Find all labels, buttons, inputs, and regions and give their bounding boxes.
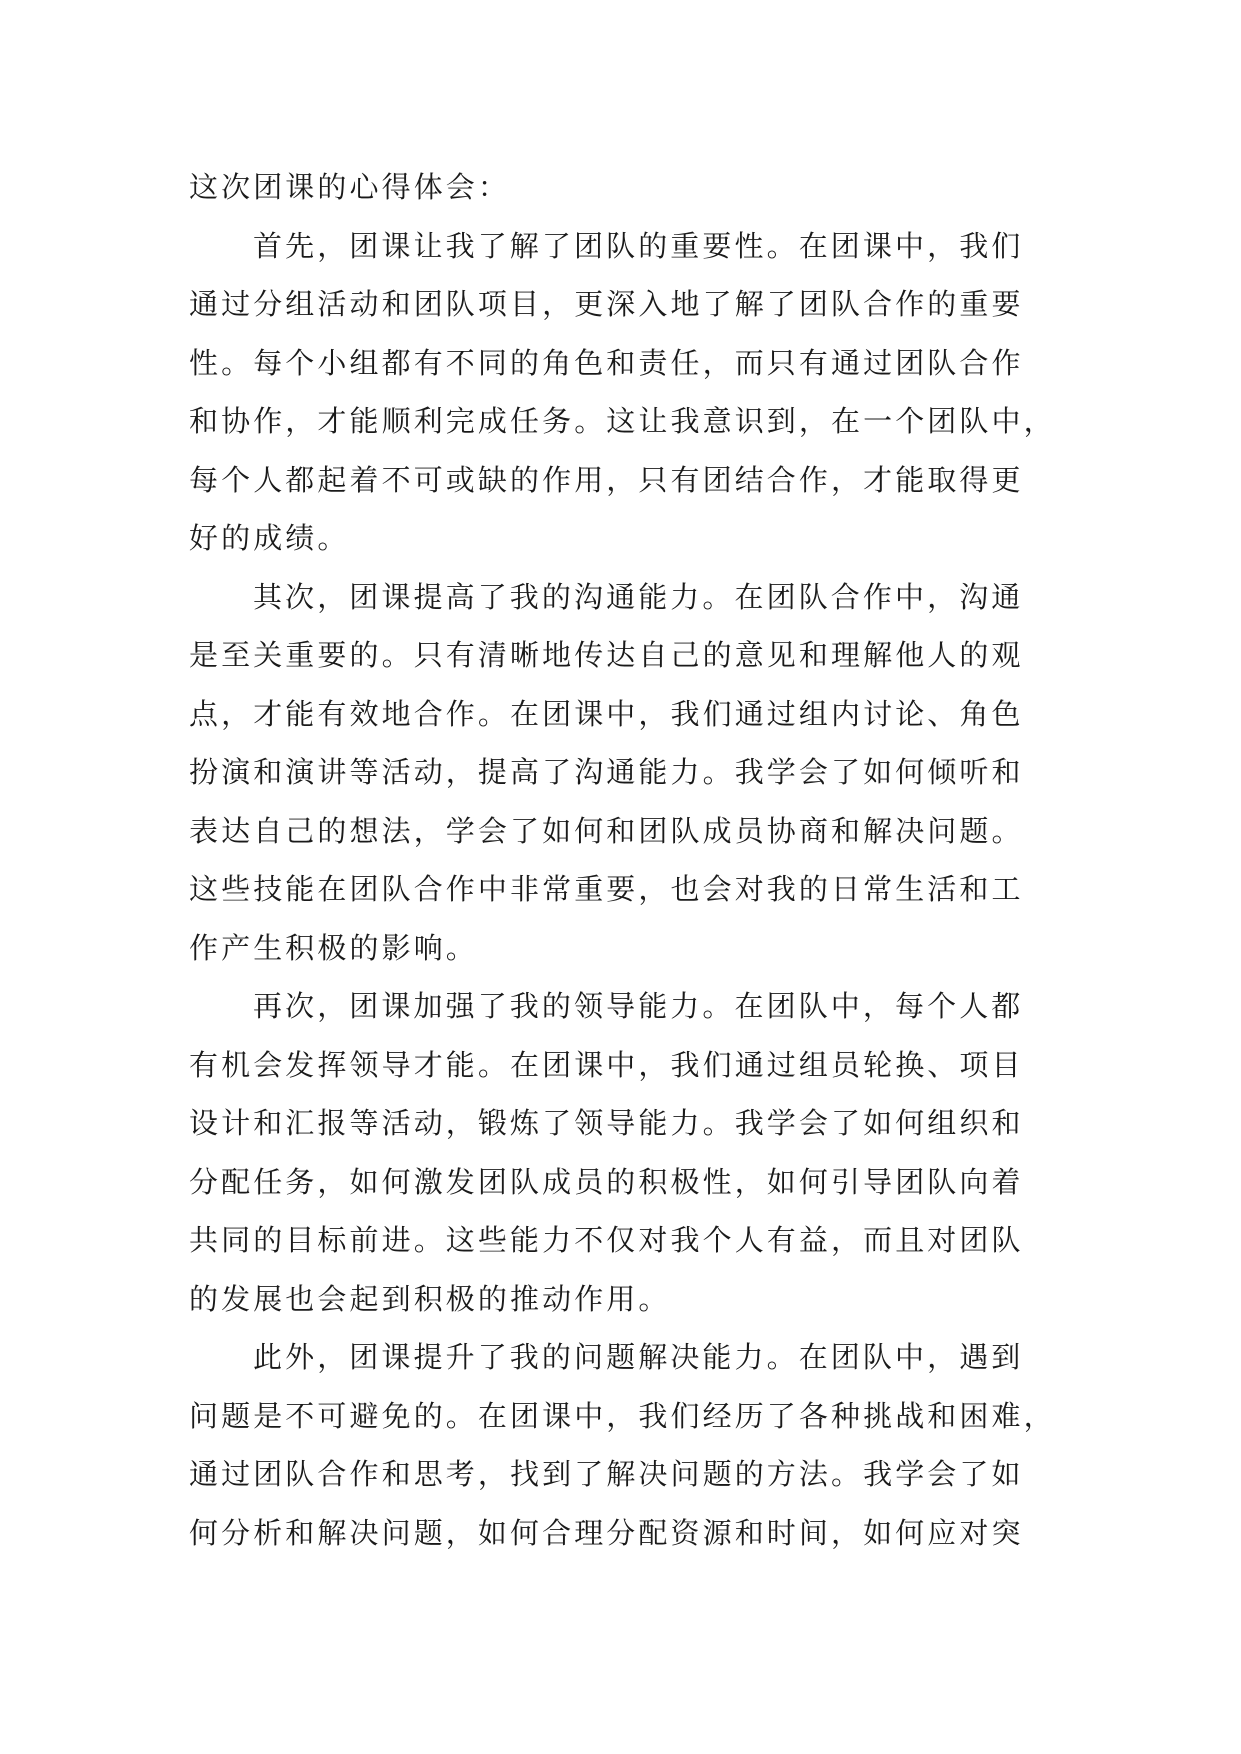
paragraph-line: 好的成绩。	[189, 521, 350, 555]
paragraph-line: 扮演和演讲等活动，提高了沟通能力。我学会了如何倾听和	[189, 755, 1024, 789]
paragraph-line: 此外，团课提升了我的问题解决能力。在团队中，遇到	[253, 1340, 1024, 1374]
paragraph-line: 表达自己的想法，学会了如何和团队成员协商和解决问题。	[189, 813, 1024, 848]
paragraph-line: 和协作，才能顺利完成任务。这让我意识到，在一个团队中，	[189, 404, 1056, 438]
paragraph-4	[189, 1328, 1059, 1562]
intro-line: 这次团课的心得体会：	[189, 170, 511, 204]
paragraph-line: 这些技能在团队合作中非常重要，也会对我的日常生活和工	[189, 872, 1024, 906]
paragraph-line: 何分析和解决问题，如何合理分配资源和时间，如何应对突	[189, 1515, 1024, 1550]
paragraph-line: 性。每个小组都有不同的角色和责任，而只有通过团队合作	[189, 345, 1024, 380]
paragraph-line: 是至关重要的。只有清晰地传达自己的意见和理解他人的观	[189, 638, 1024, 672]
document-body	[189, 158, 1059, 1562]
paragraph-line: 有机会发挥领导才能。在团课中，我们通过组员轮换、项目	[189, 1047, 1024, 1082]
paragraph-line: 设计和汇报等活动，锻炼了领导能力。我学会了如何组织和	[189, 1106, 1024, 1140]
paragraph-line: 首先，团课让我了解了团队的重要性。在团课中，我们	[253, 228, 1024, 263]
paragraph-line: 通过团队合作和思考，找到了解决问题的方法。我学会了如	[189, 1457, 1024, 1491]
paragraph-line: 共同的目标前进。这些能力不仅对我个人有益，而且对团队	[189, 1223, 1024, 1257]
paragraph-3	[189, 977, 1059, 1328]
paragraph-line: 作产生积极的影响。	[189, 930, 478, 965]
paragraph-1	[189, 217, 1059, 568]
paragraph-line: 的发展也会起到积极的推动作用。	[189, 1281, 671, 1316]
paragraph-line: 分配任务，如何激发团队成员的积极性，如何引导团队向着	[189, 1164, 1024, 1199]
paragraph-line: 再次，团课加强了我的领导能力。在团队中，每个人都	[253, 989, 1024, 1023]
paragraph-line: 通过分组活动和团队项目，更深入地了解了团队合作的重要	[189, 287, 1024, 321]
paragraph-2	[189, 568, 1059, 978]
paragraph-line: 每个人都起着不可或缺的作用，只有团结合作，才能取得更	[189, 462, 1024, 497]
paragraph-line: 问题是不可避免的。在团课中，我们经历了各种挑战和困难，	[189, 1398, 1056, 1433]
paragraph-line: 其次，团课提高了我的沟通能力。在团队合作中，沟通	[253, 579, 1024, 614]
paragraph-line: 点，才能有效地合作。在团课中，我们通过组内讨论、角色	[189, 696, 1024, 731]
